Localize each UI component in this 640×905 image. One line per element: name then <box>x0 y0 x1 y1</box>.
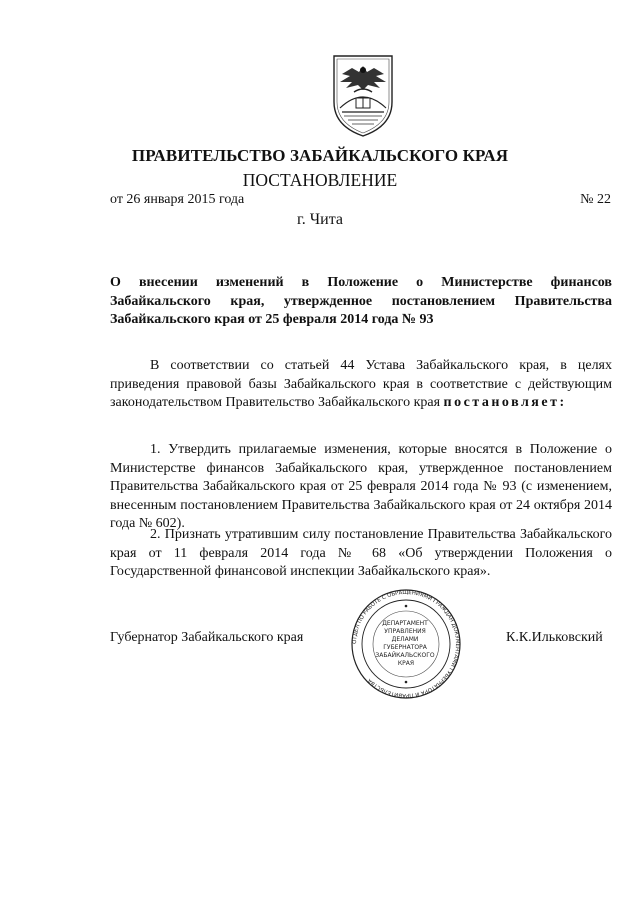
document-title: О внесении изменений в Положение о Министерстве финансов Забайкальского края, утвержденное постановлением Правительства Забайкальского края от 25 февраля 2014 года № 93 <box>110 275 612 327</box>
stamp-line: ДЕПАРТАМЕНТ <box>382 620 428 627</box>
stamp-line: УПРАВЛЕНИЯ <box>384 628 426 635</box>
signatory-name: К.К.Ильковский <box>506 630 603 645</box>
document-city: г. Чита <box>296 211 343 228</box>
signatory-position: Губернатор Забайкальского края <box>110 630 304 645</box>
government-name: ПРАВИТЕЛЬСТВО ЗАБАЙКАЛЬСКОГО КРАЯ <box>131 146 509 165</box>
stamp-line: ГУБЕРНАТОРА <box>383 644 427 651</box>
document-type: ПОСТАНОВЛЕНИЕ <box>242 170 398 190</box>
stamp-line: КРАЯ <box>397 660 415 667</box>
preamble-paragraph <box>110 357 612 413</box>
stamp-line: ЗАБАЙКАЛЬСКОГО <box>375 652 435 659</box>
official-stamp <box>346 588 466 700</box>
item-2-paragraph: 2. Признать утратившим силу постановление Правительства Забайкальского края от 11 февраля 2014 года № 68 «Об утверждении Положения о Государственной финансовой инспекции Забайкальского края». <box>110 527 612 579</box>
document-number: № 22 <box>580 192 611 207</box>
item-1-paragraph: 1. Утвердить прилагаемые изменения, которые вносятся в Положение о Министерстве финансов Забайкальского края, утвержденное постановлением Правительства Забайкальского края от 25 февраля 2014 года № 93 (с изменением, внесенным постановлением Правительства Забайкальского края от 24 октября 2014 года № 602). <box>110 442 612 531</box>
preamble-text: В соответствии со статьей 44 Устава Забайкальского края, в целях приведения правовой базы Забайкальского края в соответствие с действующим законодательством Правительство Забайкальского края <box>110 358 612 410</box>
svg-text:ДЕПАРТАМЕНТ УПРАВЛЕНИЯ <box>375 620 436 667</box>
stamp-line: ДЕЛАМИ <box>391 636 419 643</box>
resolves-word: постановляет: <box>443 395 567 410</box>
document-date: от 26 января 2015 года <box>110 192 245 207</box>
stamp-ring-text: ОТДЕЛ ПО РАБОТЕ С ОБРАЩЕНИЯМИ ГРАЖДАН ДОКУМЕНТАМИ ГУБЕРНАТОРА И ПРАВИТЕЛЬСТВА <box>351 589 461 699</box>
coat-of-arms-emblem <box>328 52 398 140</box>
